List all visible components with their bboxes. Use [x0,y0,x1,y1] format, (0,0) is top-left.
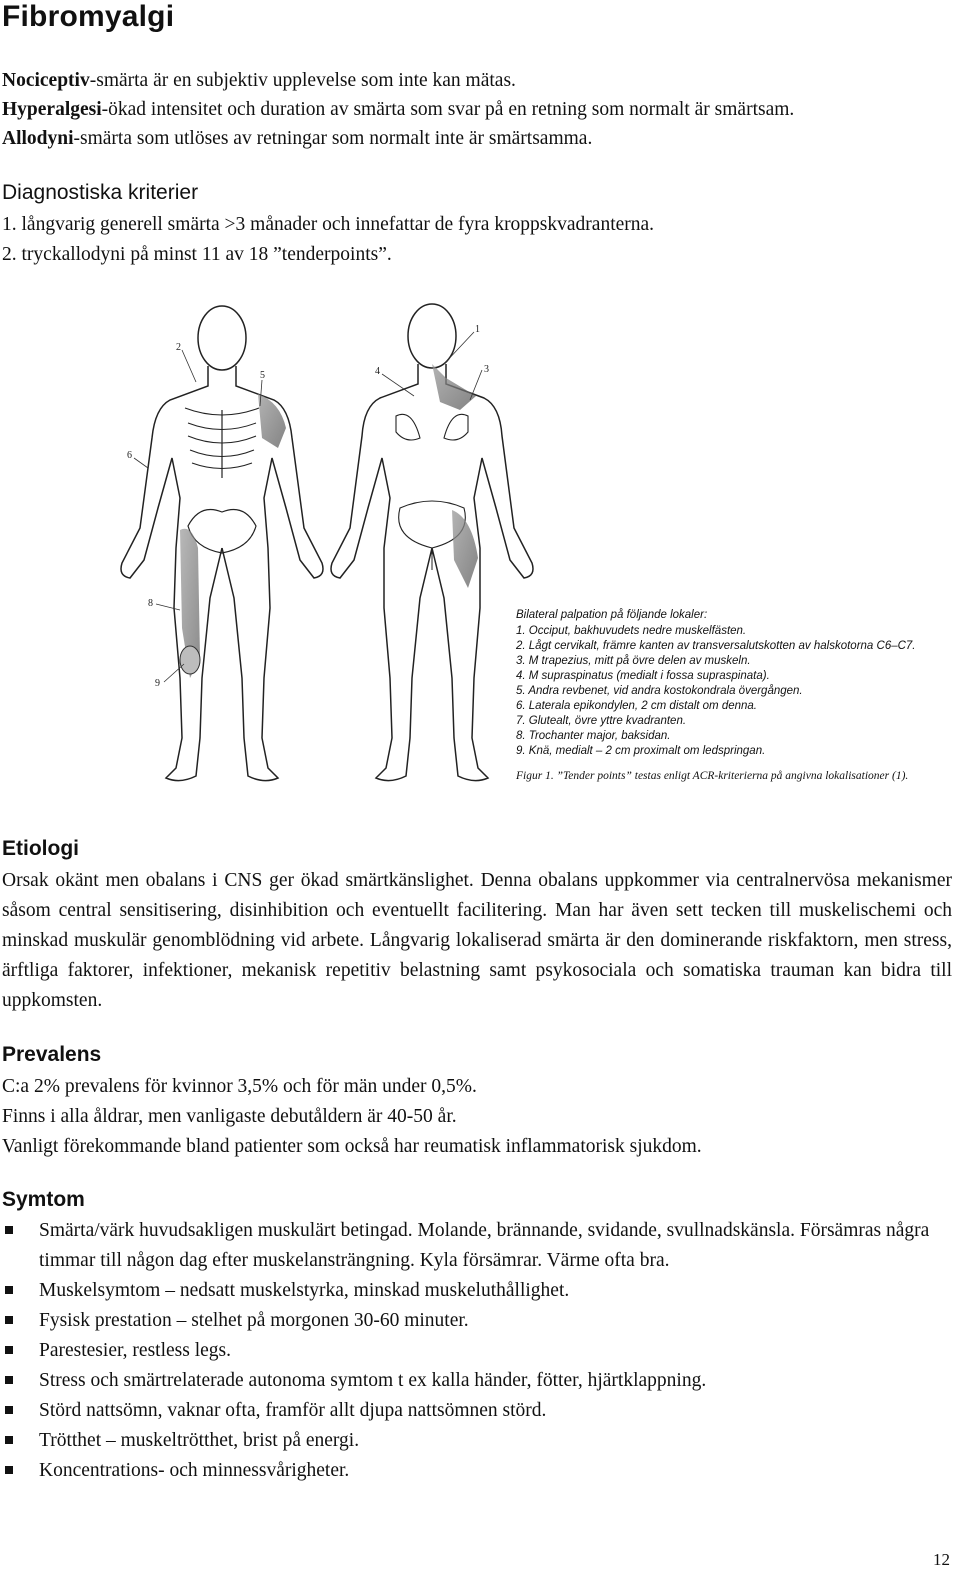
bullet-square-icon [5,1316,13,1324]
definition-allodyni [2,124,592,153]
legend-item-9: 9. Knä, medialt – 2 cm proximalt om ledspringan. [516,745,766,757]
prevalens-heading: Prevalens [2,1043,102,1066]
point-label-9: 9 [155,678,160,689]
bullet-square-icon [5,1406,13,1414]
diagnostic-criterion-1: 1. långvarig generell smärta >3 månader och innefattar de fyra kroppskvadranterna. [2,214,655,235]
legend-item-4: 4. M supraspinatus (medialt i fossa supraspinata). [516,670,770,682]
page-number: 12 [933,1550,950,1569]
legend-item-5: 5. Andra revbenet, vid andra kostokondrala övergången. [516,685,803,697]
list-item-text: Parestesier, restless legs. [39,1340,232,1361]
definition-term: Nociceptiv [2,70,90,91]
legend-item-7: 7. Glutealt, övre yttre kvadranten. [516,715,687,727]
knee-shading [180,646,200,674]
legend-item-8: 8. Trochanter major, baksidan. [516,730,671,742]
page-title: Fibromyalgi [2,0,175,33]
point-label-4: 4 [375,366,380,377]
legend-item-6: 6. Laterala epikondylen, 2 cm distalt om denna. [516,700,758,712]
definition-hyperalgesi [2,95,794,124]
gluteal-muscle-shading [452,510,478,588]
list-item [2,1336,952,1366]
prevalens-line-2: Finns i alla åldrar, men vanligaste debutåldern är 40-50 år. [2,1106,457,1127]
etiologi-paragraph: Orsak okänt men obalans i CNS ger ökad smärtkänslighet. Denna obalans uppkommer via centralnervösa mekanismer såsom central sensitisering, disinhibition och eventuellt facilitering. Man har även sett tecken till muskelischemi och minskad muskulär genomblödning vid arbete. Långvarig lokaliserad smärta är den dominerande riskfaktorn, men stress, ärftliga faktorer, infektioner, mekanisk repetitiv belastning samt psykosociala och somatiska trauman kan bidra till uppkomsten. [2,870,952,1011]
legend-item-1: 1. Occiput, bakhuvudets nedre muskelfästen. [516,625,747,637]
symtom-list [2,1216,952,1486]
list-item [2,1396,952,1426]
list-item [2,1426,952,1456]
bullet-square-icon [5,1466,13,1474]
tender-points-figure [100,298,920,810]
legend-item-3: 3. M trapezius, mitt på övre delen av muskeln. [516,655,751,667]
list-item [2,1306,952,1336]
point-label-8: 8 [148,598,153,609]
shoulder-muscle-shading [258,394,286,448]
back-body-figure [331,304,533,781]
list-item [2,1276,952,1306]
point-label-1: 1 [475,324,480,335]
list-item-text: Trötthet – muskeltrötthet, brist på energi. [39,1430,360,1451]
definition-text: -ökad intensitet och duration av smärta som svar på en retning som normalt är smärtsam. [101,99,795,120]
front-body-figure [121,306,323,781]
bullet-square-icon [5,1376,13,1384]
list-item-text: Muskelsymtom – nedsatt muskelstyrka, minskad muskeluthållighet. [39,1280,570,1301]
prevalens-line-3: Vanligt förekommande bland patienter som också har reumatisk inflammatorisk sjukdom. [2,1136,702,1157]
definition-text: -smärta som utlöses av retningar som normalt inte är smärtsamma. [73,128,593,149]
definition-text: -smärta är en subjektiv upplevelse som inte kan mätas. [89,70,516,91]
list-item-text: Fysisk prestation – stelhet på morgonen 30-60 minuter. [39,1310,469,1331]
point-label-3: 3 [484,364,489,375]
bullet-square-icon [5,1226,13,1234]
diagnostic-criterion-2: 2. tryckallodyni på minst 11 av 18 ”tenderpoints”. [2,244,392,265]
point-label-2: 2 [176,342,181,353]
definition-nociceptiv [2,66,516,95]
list-item-text: Smärta/värk huvudsakligen muskulärt betingad. Molande, brännande, svidande, svullnadskänsla. Försämras några timmar till någon dag efter muskelansträngning. Kyla försämrar. Värme ofta bra. [39,1220,930,1271]
etiologi-heading: Etiologi [2,837,79,860]
legend-heading: Bilateral palpation på följande lokaler: [516,609,708,621]
figure-legend [516,608,936,759]
bullet-square-icon [5,1286,13,1294]
neck-muscle-shading [432,364,476,410]
bullet-square-icon [5,1436,13,1444]
legend-item-2: 2. Lågt cervikalt, främre kanten av transversalutskotten av halskotorna C6–C7. [516,640,916,652]
definition-term: Allodyni [2,128,74,149]
list-item [2,1366,952,1396]
figure-caption: Figur 1. ”Tender points” testas enligt ACR-kriterierna på angivna lokalisationer (1). [516,770,909,782]
list-item-text: Störd nattsömn, vaknar ofta, framför allt djupa nattsömnen störd. [39,1400,547,1421]
list-item [2,1456,952,1486]
diagnostics-heading: Diagnostiska kriterier [2,181,199,204]
list-item-text: Koncentrations- och minnessvårigheter. [39,1460,350,1481]
point-label-6: 6 [127,450,132,461]
point-label-5: 5 [260,370,265,381]
prevalens-line-1: C:a 2% prevalens för kvinnor 3,5% och för män under 0,5%. [2,1076,477,1097]
definition-term: Hyperalgesi [2,99,102,120]
list-item [2,1216,952,1276]
symtom-heading: Symtom [2,1188,85,1211]
bullet-square-icon [5,1346,13,1354]
list-item-text: Stress och smärtrelaterade autonoma symtom t ex kalla händer, fötter, hjärtklappning. [39,1370,707,1391]
